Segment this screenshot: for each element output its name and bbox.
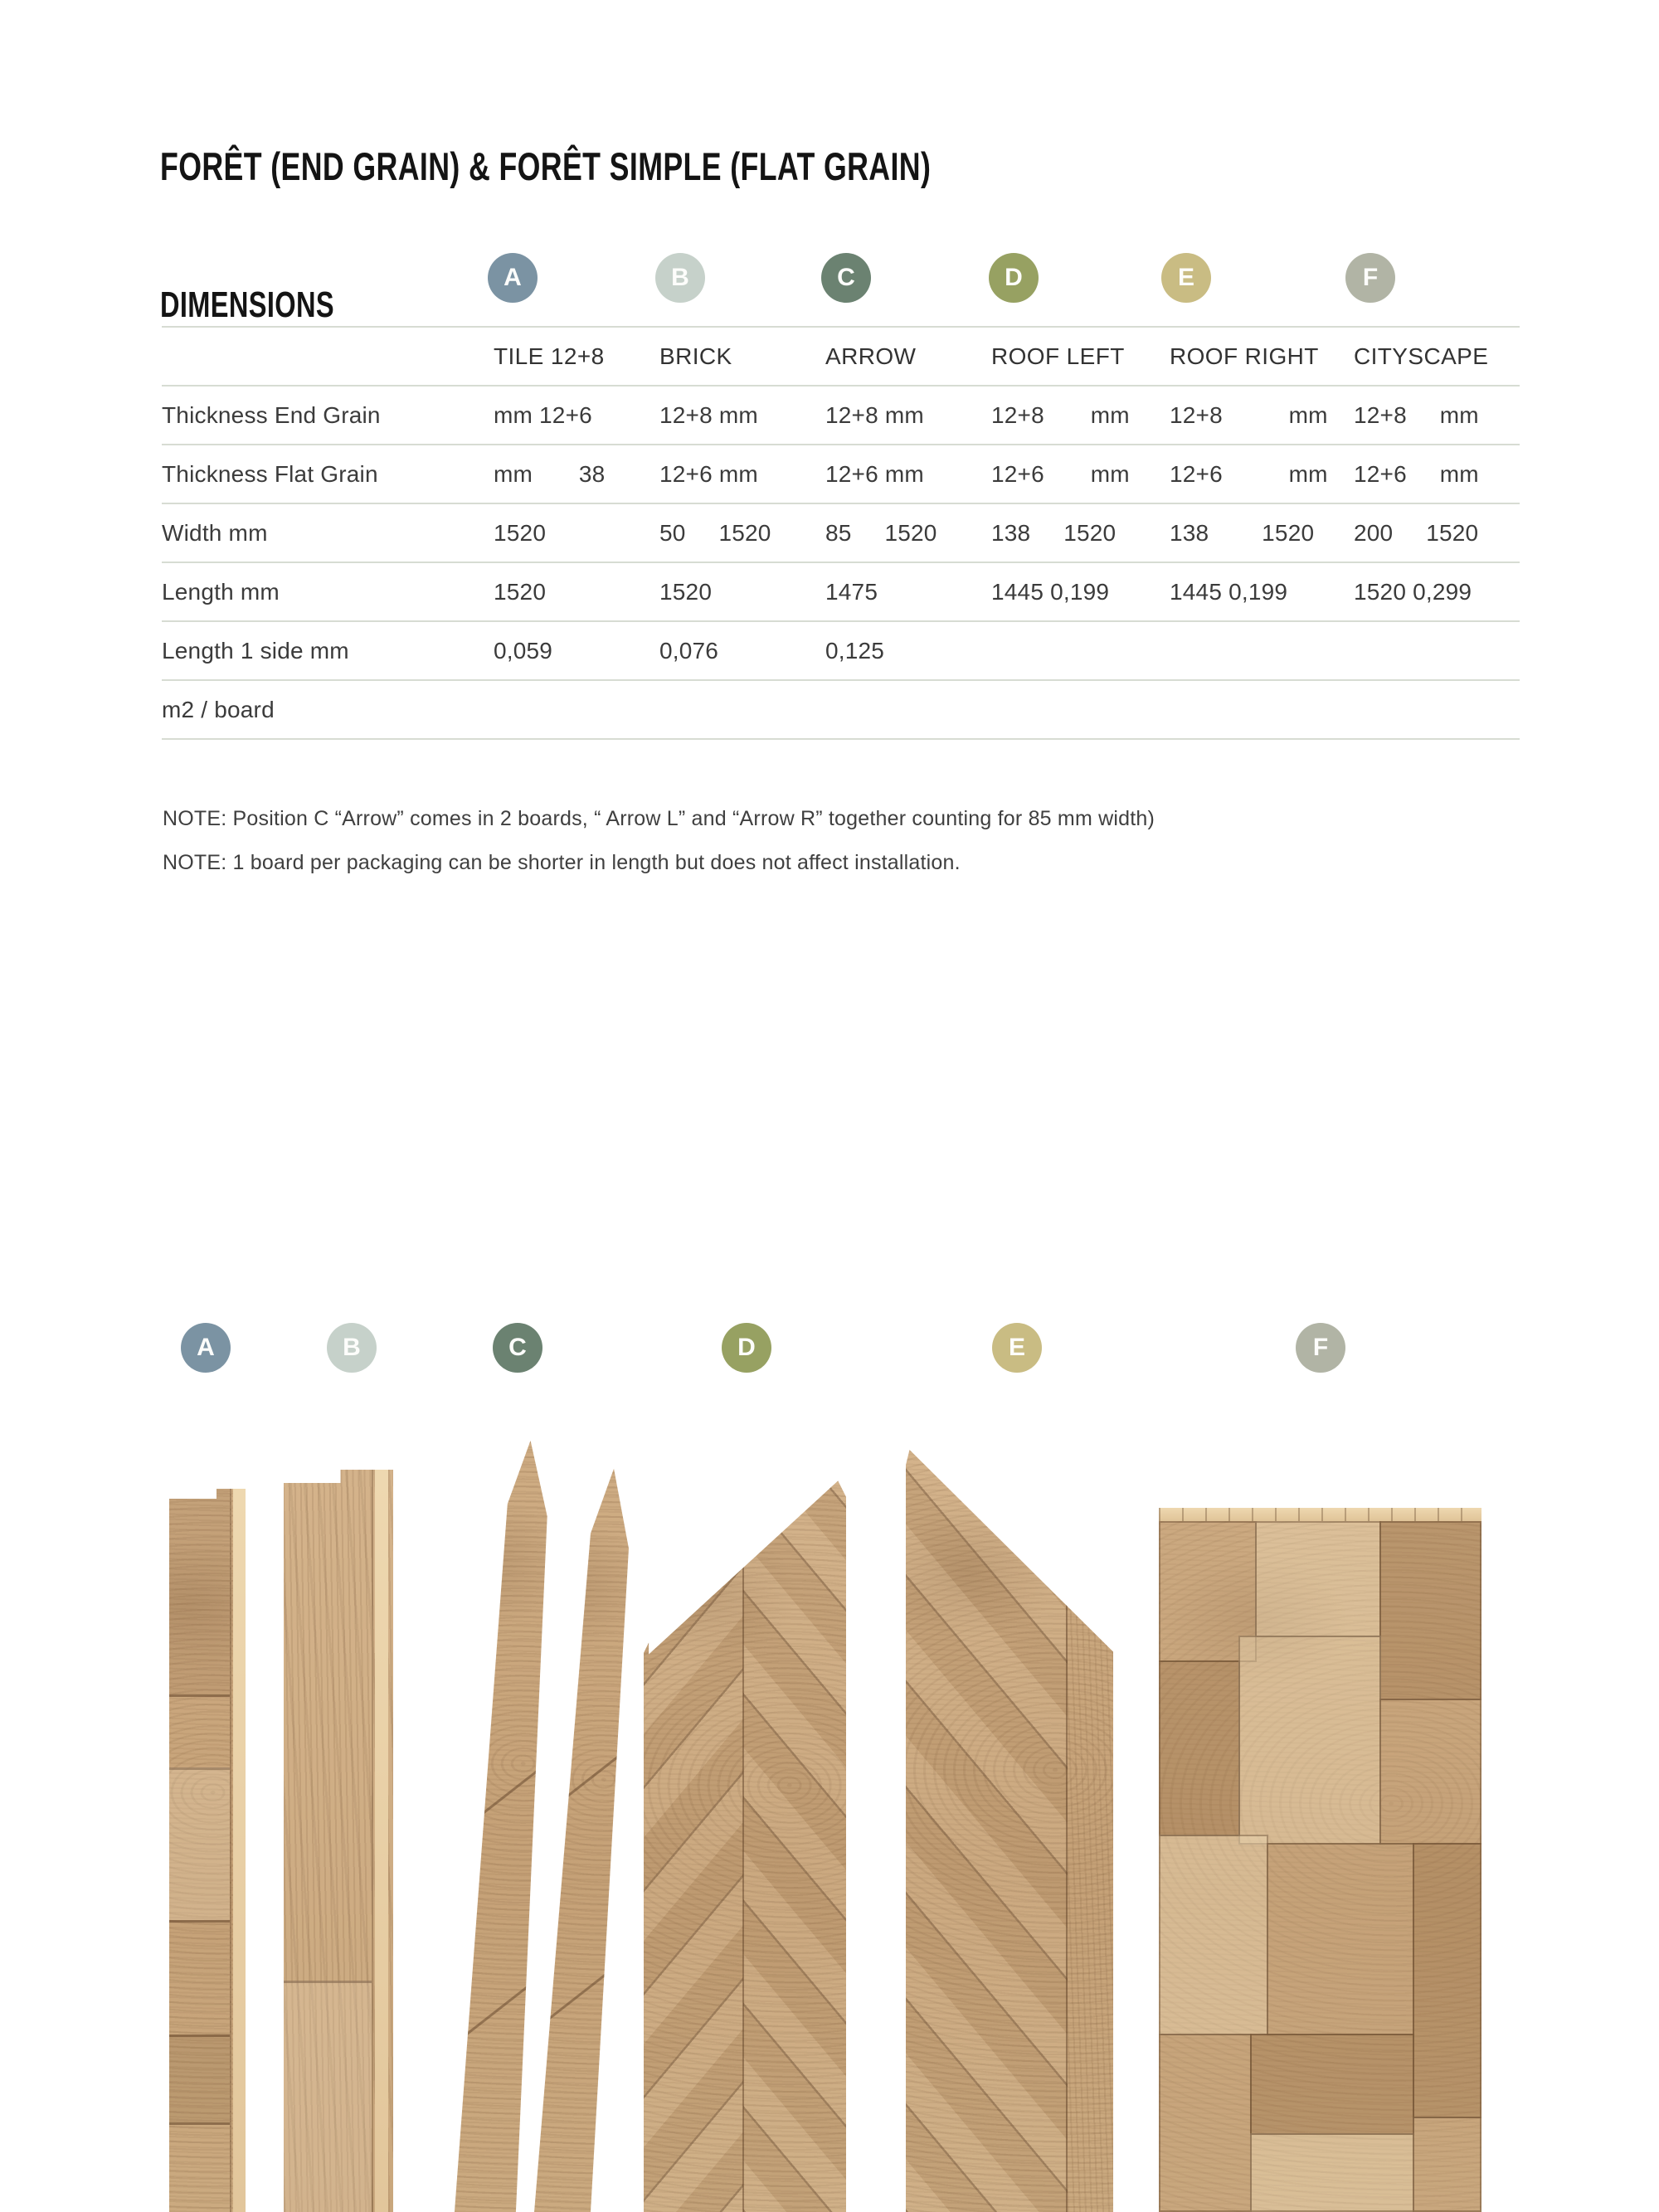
cell-value: 200 1520 xyxy=(1354,519,1479,546)
board-edge xyxy=(1159,1508,1481,1521)
note-arrow: NOTE: Position C “Arrow” comes in 2 boards, “ Arrow L” and “Arrow R” together counting for 85 mm width) xyxy=(163,807,1155,830)
cell-value: mm 38 xyxy=(494,460,606,487)
table-row xyxy=(162,386,1520,445)
cell-value: 12+8 mm xyxy=(991,401,1130,428)
cell-value: 12+6 mm xyxy=(825,460,924,487)
block-tint xyxy=(169,1767,230,1920)
plank-joint xyxy=(451,1753,560,1839)
table-row xyxy=(162,563,1520,622)
board-edge xyxy=(233,1489,246,2212)
cell-value: 1520 xyxy=(494,578,547,605)
dimension-marker-d: D xyxy=(989,253,1039,303)
row-label: Width mm xyxy=(162,519,268,546)
cell-value: 85 1520 xyxy=(825,519,937,546)
cell-value: 1475 xyxy=(825,578,878,605)
center-seam xyxy=(742,1476,744,2212)
plank-joint xyxy=(451,1962,560,2047)
note-packaging: NOTE: 1 board per packaging can be shorter in length but does not affect installation. xyxy=(163,851,961,874)
dimension-marker-c: C xyxy=(821,253,871,303)
cell-value: 12+6 mm xyxy=(659,460,758,487)
table-row xyxy=(162,681,1520,740)
row-label: m2 / board xyxy=(162,696,275,722)
cell-value: 1520 xyxy=(659,578,713,605)
wood-sample-arrow-right xyxy=(531,1466,632,2212)
plank-joint xyxy=(169,1694,230,1697)
column-header: ARROW xyxy=(825,343,917,369)
plank-joint xyxy=(534,1739,640,1822)
wood-block xyxy=(1159,1835,1268,2035)
cell-value: 1445 0,199 xyxy=(1170,578,1288,605)
wood-block xyxy=(1255,1521,1381,1637)
roof-left-planks xyxy=(644,1476,743,2212)
board-face xyxy=(284,1470,373,2212)
wood-sample-roof-left xyxy=(644,1476,846,2212)
cell-value: 12+8 mm xyxy=(825,401,924,428)
cell-value: 0,076 xyxy=(659,637,719,664)
dimension-marker-a: A xyxy=(181,1323,231,1373)
wood-sample-cityscape xyxy=(1159,1508,1481,2212)
column-header: CITYSCAPE xyxy=(1354,343,1489,369)
column-header: BRICK xyxy=(659,343,732,369)
row-label: Length mm xyxy=(162,578,280,605)
wood-block xyxy=(1250,2034,1414,2135)
block-tint xyxy=(284,1981,372,2212)
wood-block xyxy=(1238,1636,1381,1845)
row-label: Length 1 side mm xyxy=(162,637,349,664)
cell-value: 1520 xyxy=(494,519,547,546)
table-row xyxy=(162,445,1520,504)
roof-planks xyxy=(906,1450,1068,2212)
page-title: FORÊT (END GRAIN) & FORÊT SIMPLE (FLAT GRAIN) xyxy=(160,144,932,189)
wood-block xyxy=(1413,2117,1481,2212)
cell-value: 12+6 mm xyxy=(1354,460,1479,487)
cell-value: 1520 0,299 xyxy=(1354,578,1472,605)
cell-value: 138 1520 xyxy=(1170,519,1315,546)
cell-value: 1445 0,199 xyxy=(991,578,1110,605)
row-label: Thickness End Grain xyxy=(162,401,381,428)
cell-value: 12+8 mm xyxy=(1354,401,1479,428)
block-tint xyxy=(169,2035,230,2122)
row-label: Thickness Flat Grain xyxy=(162,460,378,487)
cell-value: 12+6 mm xyxy=(991,460,1130,487)
cell-value: 12+8 mm xyxy=(1170,401,1328,428)
roof-right-planks xyxy=(743,1476,846,2212)
dimension-marker-a: A xyxy=(488,253,538,303)
wood-block xyxy=(1250,2133,1414,2212)
dimension-marker-f: F xyxy=(1345,253,1395,303)
wood-block xyxy=(1379,1521,1481,1700)
wood-block xyxy=(1267,1843,1414,2035)
dimension-marker-f: F xyxy=(1296,1323,1345,1373)
wood-block xyxy=(1379,1699,1481,1845)
wood-sample-roof-right xyxy=(906,1450,1113,2212)
board-edge xyxy=(375,1470,388,2212)
wood-block xyxy=(1159,1660,1240,1836)
table-row xyxy=(162,622,1520,681)
cell-value: 138 1520 xyxy=(991,519,1117,546)
cell-value: 0,059 xyxy=(494,637,553,664)
cell-value: 0,125 xyxy=(825,637,885,664)
block-tint xyxy=(169,1489,230,1694)
column-header: ROOF LEFT xyxy=(991,343,1125,369)
wood-block xyxy=(1159,2034,1252,2212)
dimension-marker-b: B xyxy=(327,1323,377,1373)
dimension-marker-e: E xyxy=(1161,253,1211,303)
cell-value: 12+6 mm xyxy=(1170,460,1328,487)
board-face xyxy=(169,1489,231,2212)
dimension-marker-c: C xyxy=(493,1323,542,1373)
dimensions-table xyxy=(162,326,1520,740)
wood-sample-brick xyxy=(284,1470,393,2212)
cell-value: 50 1520 xyxy=(659,519,771,546)
wood-sample-tile xyxy=(169,1489,246,2212)
wood-sample-arrow-left xyxy=(448,1439,552,2212)
column-header: TILE 12+8 xyxy=(494,343,605,369)
plank-joint xyxy=(169,1920,230,1923)
cell-value: mm 12+6 xyxy=(494,401,592,428)
wood-block xyxy=(1413,1843,1481,2118)
dimension-marker-b: B xyxy=(655,253,705,303)
plank-joint xyxy=(169,2122,230,2125)
cell-value: 12+8 mm xyxy=(659,401,758,428)
side-column xyxy=(1066,1450,1113,2212)
dimensions-heading: DIMENSIONS xyxy=(160,284,334,325)
dimension-marker-d: D xyxy=(722,1323,771,1373)
column-header: ROOF RIGHT xyxy=(1170,343,1319,369)
table-header-row xyxy=(162,328,1520,386)
dimension-marker-e: E xyxy=(992,1323,1042,1373)
plank-joint xyxy=(534,1948,640,2031)
table-row xyxy=(162,504,1520,563)
